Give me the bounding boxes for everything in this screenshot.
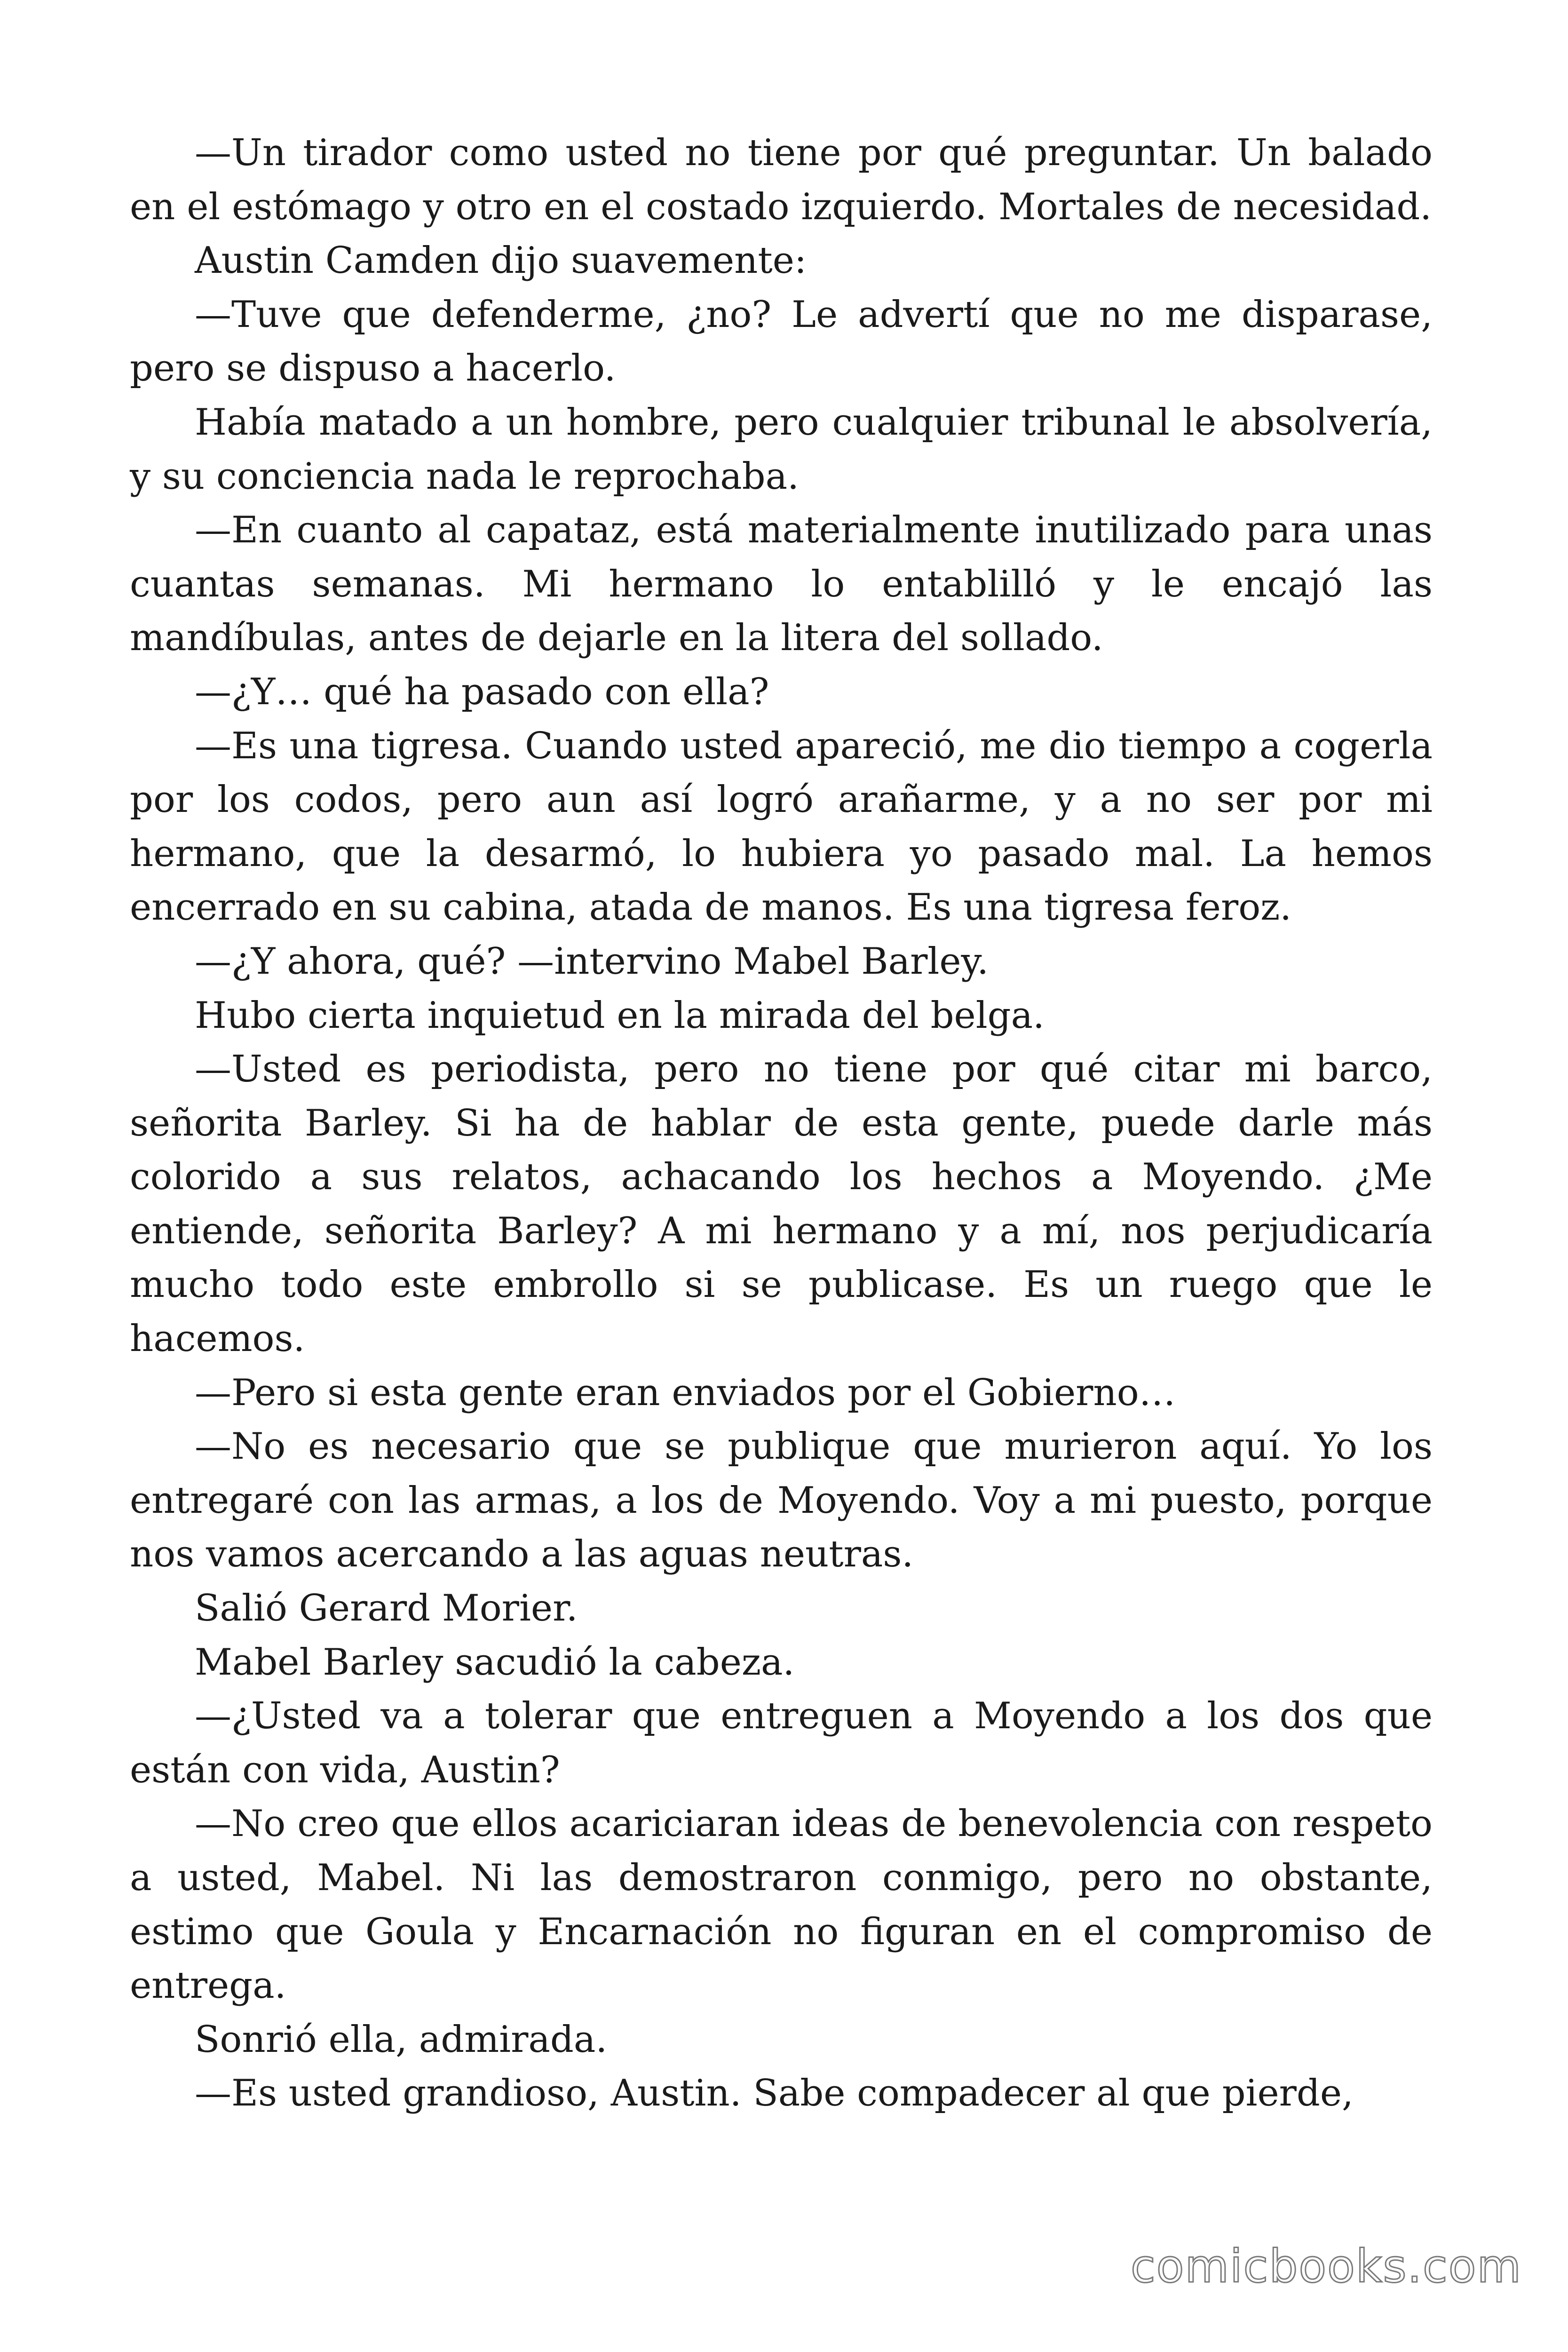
paragraph-7: —Es una tigresa. Cuando usted apareció, me dio tiempo a cogerla por los codos, pero aun así logró arañarme, y a no ser por mi hermano, que la desarmó, lo hubiera yo pasado mal. La hemos encerrado en su cabina, atada de manos. Es una tigresa feroz. (130, 724, 1433, 929)
paragraph-5: —En cuanto al capataz, está materialmente inutilizado para unas cuantas semanas. Mi hermano lo entablilló y le encajó las mandíbulas, antes de dejarle en la litera del sollado. (130, 509, 1433, 660)
paragraph-9: Hubo cierta inquietud en la mirada del belga. (195, 994, 1045, 1037)
paragraph-18: —Es usted grandioso, Austin. Sabe compadecer al que pierde, (195, 2072, 1354, 2115)
paragraph-8: —¿Y ahora, qué? —intervino Mabel Barley. (195, 940, 989, 983)
paragraph-12: —No es necesario que se publique que murieron aquí. Yo los entregaré con las armas, a los de Moyendo. Voy a mi puesto, porque nos vamos acercando a las aguas neutras. (130, 1425, 1433, 1576)
page-text (130, 126, 1433, 2121)
paragraph-11: —Pero si esta gente eran enviados por el Gobierno… (195, 1371, 1176, 1414)
paragraph-6: —¿Y… qué ha pasado con ella? (195, 670, 769, 713)
paragraph-14: Mabel Barley sacudió la cabeza. (195, 1641, 795, 1684)
paragraph-13: Salió Gerard Morier. (195, 1587, 578, 1630)
paragraph-17: Sonrió ella, admirada. (195, 2018, 608, 2061)
paragraph-2: Austin Camden dijo suavemente: (195, 239, 807, 282)
site-watermark: comicbooks.com (1130, 2240, 1522, 2293)
paragraph-16: —No creo que ellos acariciaran ideas de benevolencia con respeto a usted, Mabel. Ni las demostraron conmigo, pero no obstante, estimo que Goula y Encarnación no figuran en el compromiso de entrega. (130, 1803, 1433, 2007)
paragraph-10: —Usted es periodista, pero no tiene por qué citar mi barco, señorita Barley. Si ha de hablar de esta gente, puede darle más colorido a sus relatos, achacando los hechos a Moyendo. ¿Me entiende, señorita Barley? A mi hermano y a mí, nos perjudicaría mucho todo este embrollo si se publicase. Es un ruego que le hacemos. (130, 1048, 1433, 1360)
paragraph-1: —Un tirador como usted no tiene por qué preguntar. Un balado en el estómago y otro en el costado izquierdo. Mortales de necesidad. (130, 132, 1433, 228)
paragraph-15: —¿Usted va a tolerar que entreguen a Moyendo a los dos que están con vida, Austin? (130, 1695, 1433, 1791)
paragraph-3: —Tuve que defenderme, ¿no? Le advertí que no me disparase, pero se dispuso a hacerlo. (130, 293, 1433, 390)
paragraph-4: Había matado a un hombre, pero cualquier tribunal le absolvería, y su conciencia nada le reprochaba. (130, 401, 1433, 498)
